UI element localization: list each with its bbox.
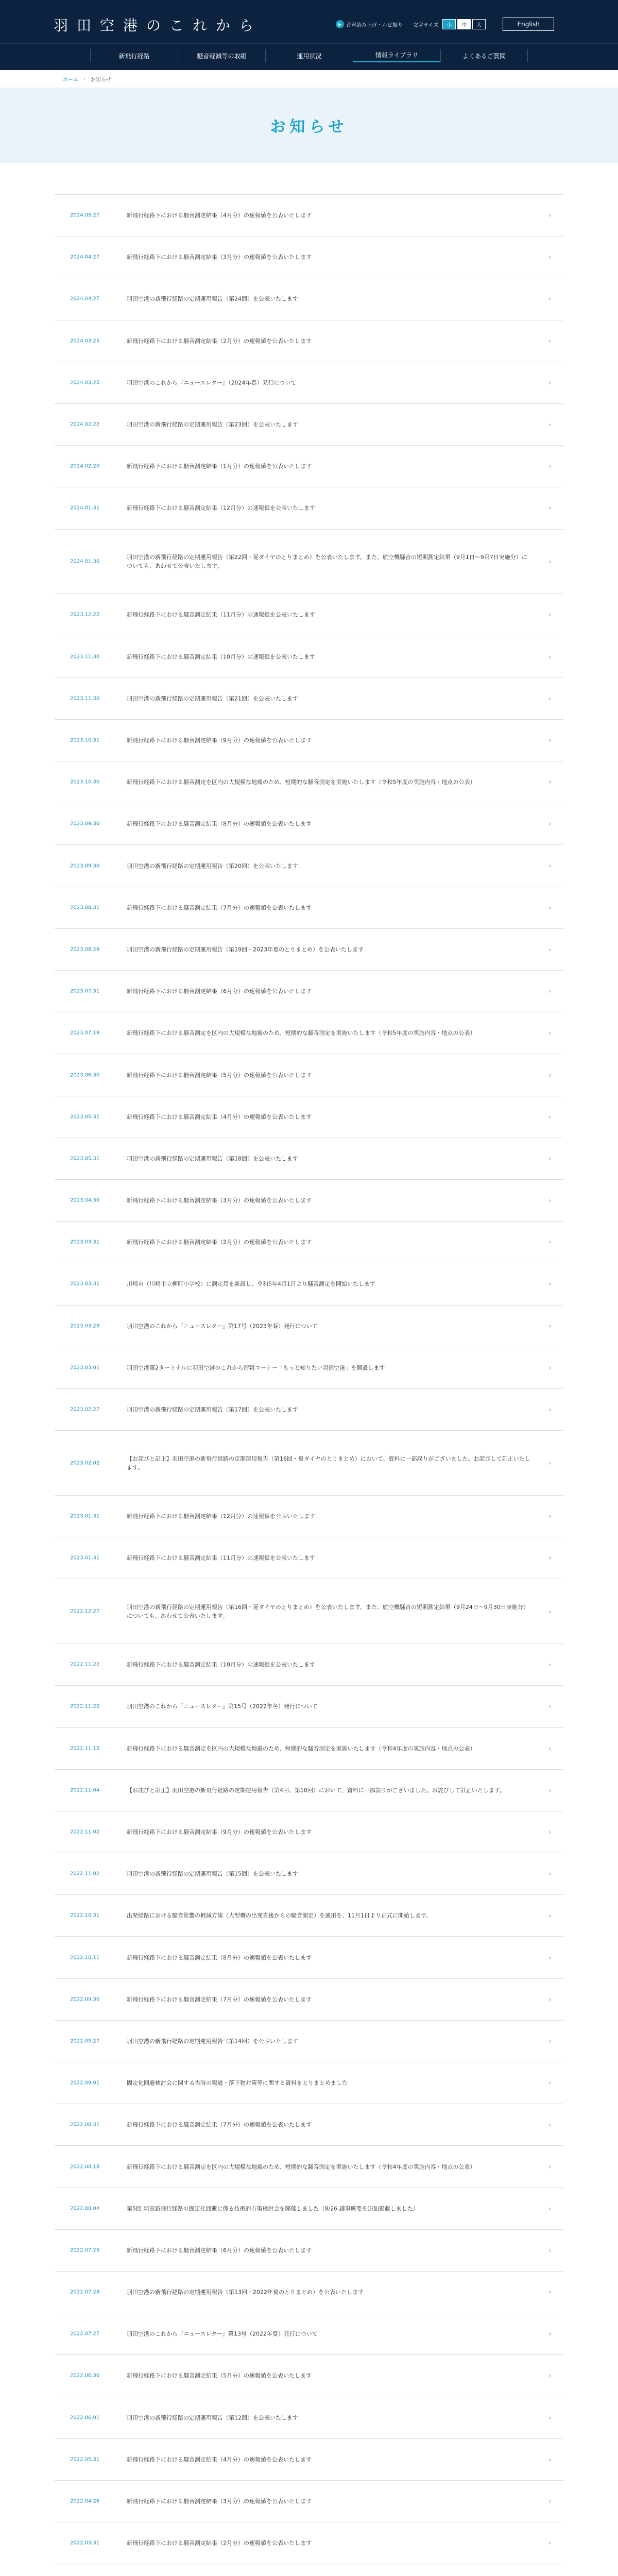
chevron-right-icon: › <box>548 653 551 660</box>
news-title: 新飛行経路下における騒音測定結果（2月分）の速報値を公表いたします <box>127 1239 312 1246</box>
chevron-right-icon: › <box>548 611 551 619</box>
chevron-right-icon: › <box>548 2372 551 2380</box>
news-date: 2022.05.31 <box>70 2456 100 2463</box>
news-title: 新飛行経路下における騒音測定結果（9月分）の速報値を公表いたします <box>127 737 312 744</box>
chevron-right-icon: › <box>548 778 551 786</box>
chevron-right-icon: › <box>548 557 551 565</box>
news-date: 2024.05.27 <box>70 212 100 218</box>
news-date: 2023.06.30 <box>70 1072 100 1078</box>
news-title: 新飛行経路下における騒音測定結果（12月分）の速報値を公表いたします <box>127 1513 315 1520</box>
nav-item-faq[interactable]: よくあるご質問 <box>440 49 528 62</box>
chevron-right-icon: › <box>548 1828 551 1836</box>
chevron-right-icon: › <box>548 945 551 953</box>
news-item[interactable] <box>55 1853 563 1895</box>
news-item[interactable] <box>55 2188 563 2230</box>
news-date: 2023.02.27 <box>70 1406 100 1413</box>
news-title: 新飛行経路下における騒音測定結果（7月分）の速報値を公表いたします <box>127 1996 312 2003</box>
news-title: 新飛行経路下における騒音測定結果（12月分）の速報値を公表いたします <box>127 504 315 512</box>
news-title: 新飛行経路下における騒音測定結果（4月分）の速報値を公表いたします <box>127 212 312 219</box>
news-title: 羽田空港の新飛行経路の定期運用報告（第23回）を公表いたします <box>127 421 298 428</box>
news-item[interactable] <box>55 1895 563 1937</box>
news-title: 新飛行経路下における騒音測定を区内の大規模な地震のため、短期的な騒音測定を実施いたします（令和5年度の実施内容・地点の公表） <box>127 1029 476 1037</box>
news-item[interactable] <box>55 2439 563 2481</box>
news-date: 2022.04.26 <box>70 2498 100 2504</box>
news-title: 羽田空港の新飛行経路の定期運用報告（第15回）を公表いたします <box>127 1870 298 1877</box>
news-item[interactable] <box>55 1347 563 1389</box>
chevron-right-icon: › <box>548 694 551 702</box>
news-title: 新飛行経路下における騒音測定結果（11月分）の速報値を公表いたします <box>127 1554 315 1562</box>
font-size-small-button[interactable]: 小 <box>442 19 456 29</box>
news-item[interactable] <box>55 929 563 971</box>
news-date: 2022.08.31 <box>70 2122 100 2128</box>
chevron-right-icon: › <box>548 1661 551 1669</box>
news-item[interactable] <box>55 1728 563 1770</box>
news-title: 出発経路における騒音影響の軽減方策（大型機の出発直後からの騒音測定）を適用を、11月1日より正式に開始します。 <box>127 1912 432 1919</box>
news-date: 2023.03.31 <box>70 1281 100 1287</box>
chevron-right-icon: › <box>548 820 551 828</box>
news-item[interactable] <box>55 2355 563 2397</box>
news-item[interactable] <box>55 594 563 636</box>
news-item[interactable] <box>55 1811 563 1853</box>
chevron-right-icon: › <box>548 2498 551 2505</box>
news-date: 2022.06.01 <box>70 2415 100 2421</box>
chevron-right-icon: › <box>548 737 551 744</box>
news-title: 羽田空港の新飛行経路の定期運用報告（第12回）を公表いたします <box>127 2414 298 2421</box>
news-item[interactable] <box>55 404 563 446</box>
font-size-medium-button[interactable]: 中 <box>457 19 471 29</box>
audio-reader-label: 音声読み上げ・ルビ振り <box>346 22 403 28</box>
news-date: 2023.07.19 <box>70 1030 100 1036</box>
chevron-right-icon: › <box>548 295 551 303</box>
chevron-right-icon: › <box>548 1406 551 1413</box>
speaker-icon: ▶ <box>336 20 344 28</box>
chevron-right-icon: › <box>548 904 551 911</box>
news-item[interactable] <box>55 1770 563 1811</box>
news-item[interactable] <box>55 1979 563 2021</box>
nav-item-noise-reduction[interactable]: 騒音軽減等の取組 <box>178 49 265 62</box>
news-item[interactable] <box>55 2230 563 2272</box>
news-item[interactable] <box>55 1579 563 1644</box>
news-date: 2024.03.25 <box>70 380 100 386</box>
news-date: 2023.11.30 <box>70 654 100 660</box>
chevron-right-icon: › <box>548 212 551 219</box>
news-item[interactable] <box>55 1431 563 1496</box>
news-item[interactable] <box>55 1496 563 1537</box>
chevron-right-icon: › <box>548 1322 551 1330</box>
news-title: 新飛行経路下における騒音測定結果（3月分）の速報値を公表いたします <box>127 253 312 261</box>
chevron-right-icon: › <box>548 2455 551 2463</box>
news-item[interactable] <box>55 195 563 236</box>
chevron-right-icon: › <box>548 2246 551 2254</box>
news-item[interactable] <box>55 803 563 845</box>
news-date: 2024.03.25 <box>70 338 100 344</box>
chevron-right-icon: › <box>548 2037 551 2045</box>
site-header <box>0 0 618 43</box>
chevron-right-icon: › <box>548 2539 551 2547</box>
news-date: 2022.09.01 <box>70 2080 100 2086</box>
news-date: 2023.03.29 <box>70 1323 100 1329</box>
news-item[interactable] <box>55 2021 563 2062</box>
news-date: 2024.04.27 <box>70 296 100 302</box>
chevron-right-icon: › <box>548 2330 551 2338</box>
chevron-right-icon: › <box>548 1280 551 1288</box>
news-date: 2023.08.31 <box>70 905 100 911</box>
news-item[interactable] <box>55 1537 563 1579</box>
english-language-button[interactable]: English <box>503 18 554 31</box>
news-title: 羽田空港の新飛行経路の定期運用報告（第17回）を公表いたします <box>127 1406 298 1413</box>
chevron-right-icon: › <box>548 2121 551 2129</box>
news-item[interactable] <box>55 678 563 720</box>
news-date: 2024.02.20 <box>70 463 100 469</box>
news-date: 2023.08.29 <box>70 946 100 953</box>
news-date: 2023.03.01 <box>70 1365 100 1371</box>
breadcrumb-home[interactable]: ホーム <box>63 77 78 83</box>
news-title: 羽田空港のこれから『ニュースレター』第13号（2022年夏）発行について <box>127 2330 318 2337</box>
news-title: 羽田空港第2ターミナルに羽田空港のこれから情報コーナー「もっと知りたい羽田空港」を開設します <box>127 1364 385 1371</box>
news-title: 川崎市（川崎市立柳町小学校）に測定局を新設し、令和5年4月1日より騒音測定を開始いたします <box>127 1280 375 1287</box>
news-title: 羽田空港の新飛行経路の定期運用報告（第21回）を公表いたします <box>127 695 298 702</box>
chevron-right-icon: › <box>548 1995 551 2003</box>
chevron-right-icon: › <box>548 2414 551 2421</box>
chevron-right-icon: › <box>548 1239 551 1246</box>
news-title: 新飛行経路下における騒音測定結果（7月分）の速報値を公表いたします <box>127 904 312 911</box>
news-title: 羽田空港の新飛行経路の定期運用報告（第14回）を公表いたします <box>127 2038 298 2045</box>
chevron-right-icon: › <box>548 421 551 429</box>
breadcrumb-separator-icon: › <box>83 76 85 82</box>
news-item[interactable] <box>55 1937 563 1978</box>
news-item[interactable] <box>55 1389 563 1431</box>
news-date: 2023.07.31 <box>70 988 100 994</box>
news-date: 2022.11.04 <box>70 1787 100 1793</box>
chevron-right-icon: › <box>548 2205 551 2212</box>
news-title: 羽田空港のこれから『ニュースレター』（2024年春）発行について <box>127 379 297 386</box>
news-date: 2023.10.30 <box>70 779 100 785</box>
chevron-right-icon: › <box>548 2289 551 2296</box>
news-item[interactable] <box>55 487 563 529</box>
news-title: 羽田空港のこれから『ニュースレター』第17号（2023年春）発行について <box>127 1323 318 1330</box>
news-item[interactable] <box>55 530 563 595</box>
header-tools <box>336 18 554 31</box>
news-item[interactable] <box>55 2313 563 2355</box>
chevron-right-icon: › <box>548 2079 551 2087</box>
page-hero <box>0 88 618 163</box>
news-item[interactable] <box>55 2481 563 2522</box>
news-item[interactable] <box>55 1138 563 1180</box>
news-title: 新飛行経路下における騒音測定結果（8月分）の速報値を公表いたします <box>127 820 312 827</box>
news-title: 【お詫びと訂正】羽田空港の新飛行経路の定期運用報告（第4回、第10回）において、資料に一部誤りがございました。お詫びして訂正いたします。 <box>127 1787 505 1794</box>
news-date: 2023.09.30 <box>70 863 100 869</box>
chevron-right-icon: › <box>548 1197 551 1205</box>
news-title: 新飛行経路下における騒音測定結果（1月分）の速報値を公表いたします <box>127 463 312 470</box>
news-date: 2022.11.22 <box>70 1703 100 1709</box>
global-nav <box>0 43 618 70</box>
news-item[interactable] <box>55 761 563 803</box>
news-title: 羽田空港の新飛行経路の定期運用報告（第16回・夏ダイヤのとりまとめ）を公表いたします。また、航空機騒音の短期測定結果（9月24日～9月30日実施分）についても、あわせて公表いたします。 <box>127 1603 529 1619</box>
chevron-right-icon: › <box>548 504 551 512</box>
news-date: 2024.04.27 <box>70 254 100 260</box>
news-date: 2023.05.31 <box>70 1114 100 1120</box>
news-item[interactable] <box>55 2522 563 2564</box>
chevron-right-icon: › <box>548 862 551 870</box>
nav-item-operation-status[interactable]: 運用状況 <box>265 49 353 62</box>
font-size-large-button[interactable]: 大 <box>472 19 486 29</box>
news-title: 新飛行経路下における騒音測定結果（10月分）の速報値を公表いたします <box>127 653 315 660</box>
news-date: 2023.03.31 <box>70 1239 100 1245</box>
news-item[interactable] <box>55 236 563 278</box>
news-title: 新飛行経路下における騒音測定結果（2月分）の速報値を公表いたします <box>127 2539 312 2547</box>
news-date: 2022.11.22 <box>70 1662 100 1668</box>
news-item[interactable] <box>55 1686 563 1727</box>
news-item[interactable] <box>55 320 563 362</box>
news-title: 新飛行経路下における騒音測定結果（6月分）の速報値を公表いたします <box>127 988 312 995</box>
news-item[interactable] <box>55 1644 563 1686</box>
news-title: 羽田空港の新飛行経路の定期運用報告（第13回・2022年夏のとりまとめ）を公表いたします <box>127 2289 364 2296</box>
news-item[interactable] <box>55 2272 563 2313</box>
news-title: 新飛行経路下における騒音測定結果（8月分）の速報値を公表いたします <box>127 1954 312 1961</box>
chevron-right-icon: › <box>548 2163 551 2171</box>
news-date: 2023.01.31 <box>70 1513 100 1519</box>
news-date: 2022.06.30 <box>70 2372 100 2379</box>
news-title: 新飛行経路下における騒音測定結果（2月分）の速報値を公表いたします <box>127 337 312 345</box>
news-title: 新飛行経路下における騒音測定結果（3月分）の速報値を公表いたします <box>127 2498 312 2505</box>
news-date: 2022.11.15 <box>70 1745 100 1752</box>
news-date: 2023.09.30 <box>70 821 100 827</box>
news-item[interactable] <box>55 2146 563 2188</box>
chevron-right-icon: › <box>548 1954 551 1961</box>
chevron-right-icon: › <box>548 1703 551 1710</box>
news-date: 2022.09.27 <box>70 2038 100 2044</box>
news-title: 新飛行経路下における騒音測定結果（7月分）の速報値を公表いたします <box>127 2121 312 2128</box>
news-date: 2022.10.31 <box>70 1912 100 1919</box>
chevron-right-icon: › <box>548 1912 551 1920</box>
audio-reader-button[interactable] <box>336 20 403 28</box>
news-title: 羽田空港の新飛行経路の定期運用報告（第22回・夏ダイヤのとりまとめ）を公表いたします。また、航空機騒音の短期測定結果（9月1日～9月7日実施分）についても、あわせて公表いたします。 <box>127 553 527 569</box>
nav-item-information-library[interactable]: 情報ライブラリ <box>353 49 440 62</box>
news-title: 羽田空港の新飛行経路の定期運用報告（第20回）を公表いたします <box>127 862 298 870</box>
news-date: 2023.12.22 <box>70 612 100 618</box>
news-date: 2022.07.28 <box>70 2289 100 2295</box>
chevron-right-icon: › <box>548 337 551 345</box>
chevron-right-icon: › <box>548 1870 551 1878</box>
news-item[interactable] <box>55 1012 563 1054</box>
chevron-right-icon: › <box>548 1113 551 1121</box>
chevron-right-icon: › <box>548 1744 551 1752</box>
news-title: 新飛行経路下における騒音測定結果（11月分）の速報値を公表いたします <box>127 611 315 618</box>
news-title: 新飛行経路下における騒音測定結果（3月分）の速報値を公表いたします <box>127 1197 312 1204</box>
news-title: 新飛行経路下における騒音測定結果（9月分）の速報値を公表いたします <box>127 1828 312 1836</box>
news-item[interactable] <box>55 636 563 678</box>
news-date: 2022.09.30 <box>70 1996 100 2003</box>
news-item[interactable] <box>55 1263 563 1305</box>
news-item[interactable] <box>55 720 563 761</box>
chevron-right-icon: › <box>548 1513 551 1520</box>
chevron-right-icon: › <box>548 1607 551 1615</box>
news-item[interactable] <box>55 362 563 404</box>
news-date: 2022.11.02 <box>70 1871 100 1877</box>
news-title: 新飛行経路下における騒音測定結果（4月分）の速報値を公表いたします <box>127 2456 312 2463</box>
news-date: 2023.11.30 <box>70 696 100 702</box>
chevron-right-icon: › <box>548 253 551 261</box>
chevron-right-icon: › <box>548 988 551 995</box>
news-title: 新飛行経路下における騒音測定を区内の大規模な地震のため、短期的な騒音測定を実施いたします（令和5年度の実施内容・地点の公表） <box>127 778 476 786</box>
news-title: 羽田空港の新飛行経路の定期運用報告（第18回）を公表いたします <box>127 1155 298 1162</box>
news-date: 2022.10.11 <box>70 1955 100 1961</box>
news-date: 2023.10.31 <box>70 737 100 743</box>
chevron-right-icon: › <box>548 1155 551 1162</box>
news-item[interactable] <box>55 2397 563 2439</box>
chevron-right-icon: › <box>548 1554 551 1562</box>
news-item[interactable] <box>55 1180 563 1222</box>
news-date: 2022.11.02 <box>70 1829 100 1835</box>
news-title: 新飛行経路下における騒音測定結果（6月分）の速報値を公表いたします <box>127 2247 312 2254</box>
news-item[interactable] <box>55 887 563 929</box>
news-date: 2023.01.31 <box>70 1555 100 1561</box>
news-title: 新飛行経路下における騒音測定結果（4月分）の速報値を公表いたします <box>127 1113 312 1121</box>
news-item[interactable] <box>55 2564 563 2576</box>
news-date: 2023.05.31 <box>70 1156 100 1162</box>
news-title: 第5回 羽田新飛行経路の固定化回避に係る技術的方策検討会を開催しました（8/26 議事概要を追加掲載しました） <box>127 2205 419 2212</box>
breadcrumb-current: お知らせ <box>91 77 111 83</box>
news-item[interactable] <box>55 1306 563 1347</box>
news-title: 新飛行経路下における騒音測定を区内の大規模な地震のため、短期的な騒音測定を実施いたします（令和4年度の実施内容・地点の公表） <box>127 1745 476 1752</box>
news-date: 2024.02.22 <box>70 421 100 428</box>
news-date: 2023.02.02 <box>70 1460 100 1466</box>
news-item[interactable] <box>55 971 563 1012</box>
news-title: 羽田空港の新飛行経路の定期運用報告（第19回・2023年夏のとりまとめ）を公表いたします <box>127 946 364 953</box>
chevron-right-icon: › <box>548 1029 551 1037</box>
news-item[interactable] <box>55 1054 563 1096</box>
news-item[interactable] <box>55 2104 563 2146</box>
chevron-right-icon: › <box>548 1364 551 1371</box>
breadcrumb <box>0 70 618 88</box>
news-item[interactable] <box>55 2062 563 2104</box>
news-date: 2022.07.29 <box>70 2247 100 2253</box>
site-logo[interactable]: 羽田空港のこれから <box>54 17 263 34</box>
news-date: 2022.08.18 <box>70 2164 100 2170</box>
chevron-right-icon: › <box>548 1786 551 1794</box>
chevron-right-icon: › <box>548 463 551 470</box>
news-item[interactable] <box>55 1222 563 1263</box>
news-date: 2022.03.31 <box>70 2540 100 2546</box>
font-size-label: 文字サイズ <box>413 22 439 28</box>
news-title: 新飛行経路下における騒音測定を区内の大規模な地震のため、短期的な騒音測定を実施いたします（令和4年度の実施内容・地点の公表） <box>127 2163 476 2170</box>
news-title: 羽田空港のこれから『ニュースレター』第15号（2022年冬）発行について <box>127 1703 318 1710</box>
news-date: 2024.01.31 <box>70 505 100 511</box>
news-date: 2022.08.04 <box>70 2206 100 2212</box>
news-title: 【お詫びと訂正】羽田空港の新飛行経路の定期運用報告（第16回・夏ダイヤのとりまとめ）において、資料に一部誤りがございました。お詫びして訂正いたします。 <box>127 1455 530 1471</box>
news-item[interactable] <box>55 845 563 887</box>
news-date: 2022.07.27 <box>70 2331 100 2337</box>
news-list <box>55 194 563 2576</box>
news-title: 羽田空港の新飛行経路の定期運用報告（第24回）を公表いたします <box>127 295 298 302</box>
news-title: 新飛行経路下における騒音測定結果（10月分）の速報値を公表いたします <box>127 1661 315 1668</box>
news-item[interactable] <box>55 1096 563 1138</box>
news-item[interactable] <box>55 446 563 487</box>
news-date: 2023.04.30 <box>70 1197 100 1204</box>
chevron-right-icon: › <box>548 1071 551 1079</box>
page-title: お知らせ <box>270 118 348 136</box>
news-title: 新飛行経路下における騒音測定結果（5月分）の速報値を公表いたします <box>127 1072 312 1078</box>
news-date: 2024.01.30 <box>70 558 100 565</box>
news-date: 2022.12.27 <box>70 1608 100 1615</box>
chevron-right-icon: › <box>548 1459 551 1467</box>
nav-item-new-flight-routes[interactable]: 新飛行経路 <box>90 49 178 62</box>
news-title: 固定化回避検討会に関する当時の報道・落下物対策等に関する資料をとりまとめました <box>127 2079 348 2087</box>
chevron-right-icon: › <box>548 379 551 386</box>
news-item[interactable] <box>55 278 563 320</box>
news-title: 新飛行経路下における騒音測定結果（5月分）の速報値を公表いたします <box>127 2372 312 2379</box>
